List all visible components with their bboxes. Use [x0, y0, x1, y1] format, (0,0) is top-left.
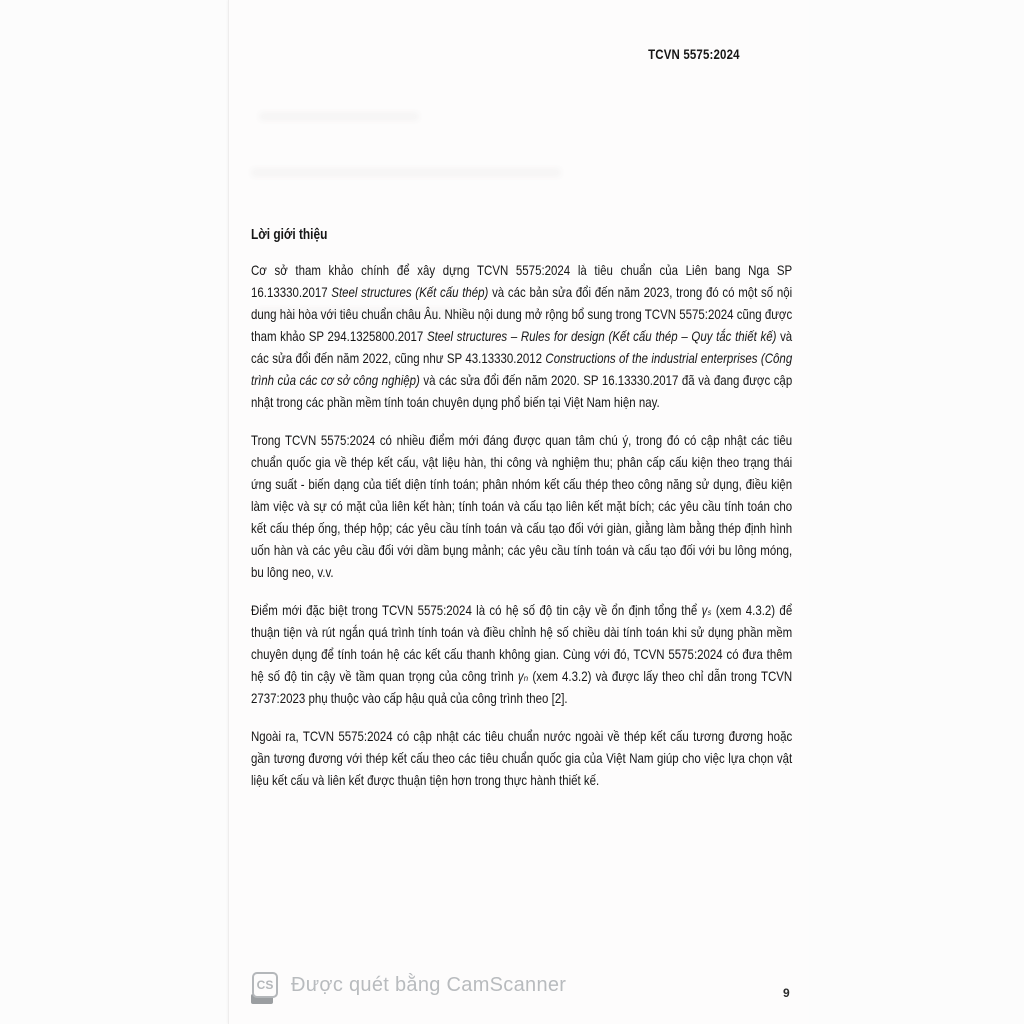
paragraph-2 [251, 429, 792, 583]
scanned-document-page [228, 0, 809, 1024]
paragraph-1 [251, 259, 792, 413]
paragraph-3 [251, 599, 792, 709]
text-run-italic: Steel structures – Rules for design (Kết cấu thép – Quy tắc thiết kế) [426, 328, 777, 344]
camscanner-logo-frame: CS [252, 972, 278, 998]
paragraph-4 [251, 725, 792, 791]
text-run: Trong TCVN 5575:2024 có nhiều điểm mới đáng được quan tâm chú ý, trong đó có cập nhật các tiêu chuẩn quốc gia về thép kết cấu, vật liệu hàn, thi công và nghiệm thu; phân cấp cấu kiện theo trạng thái ứng suất - biến dạng của tiết diện tính toán; phân nhóm kết cấu thép theo công năng sử dụng, điều kiện làm việc và sự có mặt của liên kết hàn; tính toán và cấu tạo liên kết mặt bích; các yêu cầu tính toán cho kết cấu thép ống, thép hộp; các yêu cầu tính toán và cấu tạo đối với giàn, giằng làm bằng thép định hình uốn hàn và các yêu cầu đối với dầm bụng mảnh; các yêu cầu tính toán và cấu tạo đối với bu lông móng, bu lông neo, v.v. [251, 432, 793, 580]
section-title: Lời giới thiệu [251, 227, 328, 243]
text-run: và các sửa đổi đến năm 2022, cũng như SP 43.13330.2012 [251, 328, 793, 366]
text-run: (xem 4.3.2) và được lấy theo chỉ dẫn trong TCVN 2737:2023 phụ thuộc vào cấp hậu quả của công trình theo [2]. [251, 668, 793, 706]
text-run-italic: Constructions of the industrial enterprises (Công trình của các cơ sở công nghiệp) [251, 350, 793, 388]
text-run-italic: Steel structures (Kết cấu thép) [331, 284, 489, 300]
camscanner-logo-icon [251, 972, 279, 1004]
text-run: và các bản sửa đổi đến năm 2023, trong đó có một số nội dung hài hòa với tiêu chuẩn châu Âu. Nhiều nội dung mở rộng bổ sung trong TCVN 5575:2024 cũng được tham khảo SP 294.1325800.2017 [251, 284, 793, 344]
text-run: Điểm mới đặc biệt trong TCVN 5575:2024 là có hệ số độ tin cậy về ổn định tổng thể [251, 602, 702, 618]
text-run: (xem 4.3.2) để thuận tiện và rút ngắn quá trình tính toán và điều chỉnh hệ số chiều dài tính toán khi sử dụng phần mềm chuyên dụng để tính toán hệ các kết cấu thanh không gian. Cùng với đó, TCVN 5575:2024 có đưa thêm hệ số độ tin cậy về tầm quan trọng của công trình [251, 602, 793, 684]
text-run: Cơ sở tham khảo chính để xây dựng TCVN 5575:2024 là tiêu chuẩn của Liên bang Nga SP 16.13330.2017 [251, 262, 793, 300]
camscanner-watermark-text: Được quét bằng CamScanner [291, 974, 567, 996]
text-run: và các sửa đổi đến năm 2020. SP 16.13330.2017 đã và đang được cập nhật trong các phần mềm tính toán chuyên dụng phổ biến tại Việt Nam hiện nay. [251, 372, 793, 410]
text-run: Ngoài ra, TCVN 5575:2024 có cập nhật các tiêu chuẩn nước ngoài về thép kết cấu tương đương hoặc gần tương đương với thép kết cấu theo các tiêu chuẩn quốc gia của Việt Nam giúp cho việc lựa chọn vật liệu kết cấu và liên kết được thuận tiện hơn trong thực hành thiết kế. [251, 728, 793, 788]
standard-code-header: TCVN 5575:2024 [648, 46, 740, 62]
gamma-s-symbol: γₛ [701, 602, 712, 618]
page-number: 9 [783, 986, 790, 1000]
page-content [251, 0, 792, 791]
camscanner-watermark-bar [251, 966, 791, 1012]
gamma-n-symbol: γₙ [517, 668, 529, 684]
